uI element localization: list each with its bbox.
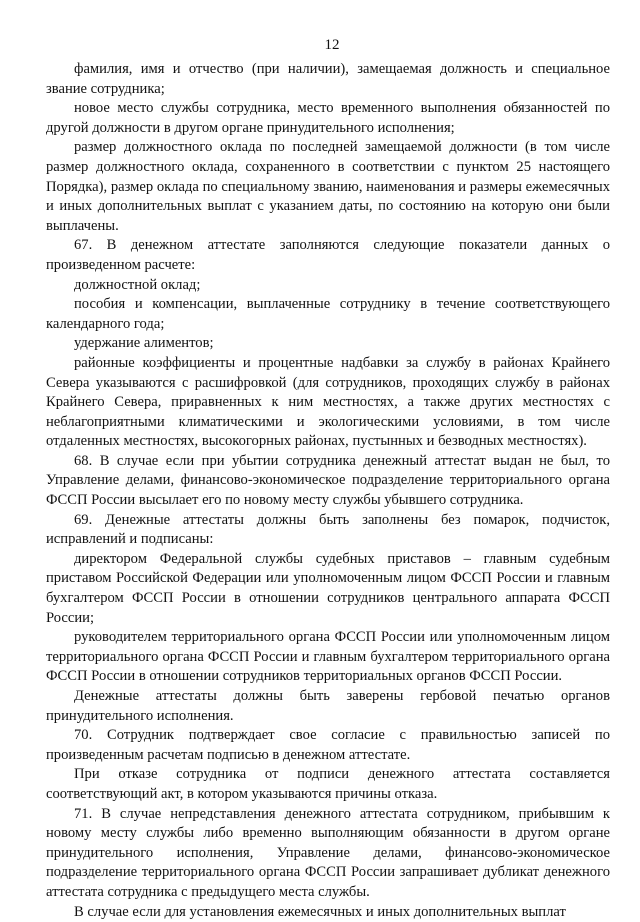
paragraph: 68. В случае если при убытии сотрудника денежный аттестат выдан не был, то Управление делами, финансово-экономическое подразделение территориального органа ФССП России высылает его по новому месту службы убывшего сотрудника. xyxy=(46,452,610,509)
document-body xyxy=(46,60,610,922)
page-number: 12 xyxy=(324,37,340,53)
paragraph: размер должностного оклада по последней замещаемой должности (в том числе размер должностного оклада, сохраненного в соответствии с пунктом 25 настоящего Порядка), размер оклада по специальному званию, наименования и размеры ежемесячных и иных дополнительных выплат с указанием даты, по состоянию на которую они были выплачены. xyxy=(46,139,610,234)
paragraph: директором Федеральной службы судебных приставов – главным судебным приставом Российской Федерации или уполномоченным лицом ФССП России и главным бухгалтером ФССП России в отношении сотрудников центрального аппарата ФССП России; xyxy=(46,550,610,626)
paragraph: удержание алиментов; xyxy=(74,335,214,352)
paragraph: фамилия, имя и отчество (при наличии), замещаемая должность и специальное звание сотрудника; xyxy=(46,61,610,97)
paragraph: Денежные аттестаты должны быть заверены гербовой печатью органов принудительного исполнения. xyxy=(46,688,610,724)
paragraph: руководителем территориального органа ФССП России или уполномоченным лицом территориального органа ФССП России и главным бухгалтером территориального органа ФССП России в отношении сотрудников территориальных органов ФССП России. xyxy=(46,629,610,685)
paragraph: При отказе сотрудника от подписи денежного аттестата составляется соответствующий акт, в котором указываются причины отказа. xyxy=(46,766,610,802)
paragraph: В случае если для установления ежемесячных и иных дополнительных выплат xyxy=(74,903,566,920)
paragraph: 71. В случае непредставления денежного аттестата сотрудником, прибывшим к новому месту службы либо временно выполняющим обязанности в другом органе принудительного исполнения, Управление делами, финансово-экономическое подразделение территориального органа ФССП России запрашивает дубликат денежного аттестата сотрудника с предыдущего места службы. xyxy=(46,805,610,900)
paragraph: должностной оклад; xyxy=(74,276,201,293)
paragraph: новое место службы сотрудника, место временного выполнения обязанностей по другой должности в другом органе принудительного исполнения; xyxy=(46,100,610,136)
paragraph: пособия и компенсации, выплаченные сотруднику в течение соответствующего календарного года; xyxy=(46,296,610,332)
paragraph: 69. Денежные аттестаты должны быть заполнены без помарок, подчисток, исправлений и подписаны: xyxy=(46,511,610,548)
paragraph: 70. Сотрудник подтверждает свое согласие с правильностью записей по произведенным расчетам подписью в денежном аттестате. xyxy=(46,727,610,763)
paragraph: 67. В денежном аттестате заполняются следующие показатели данных о произведенном расчете: xyxy=(46,237,610,273)
paragraph: районные коэффициенты и процентные надбавки за службу в районах Крайнего Севера указываются с расшифровкой (для сотрудников, проходящих службу в районах Крайнего Севера, приравненных к ним местностях, а также других местностях с неблагоприятными климатическими и экологическими условиями, в том числе отдаленных местностях, высокогорных районах, пустынных и безводных местностях). xyxy=(46,354,610,450)
